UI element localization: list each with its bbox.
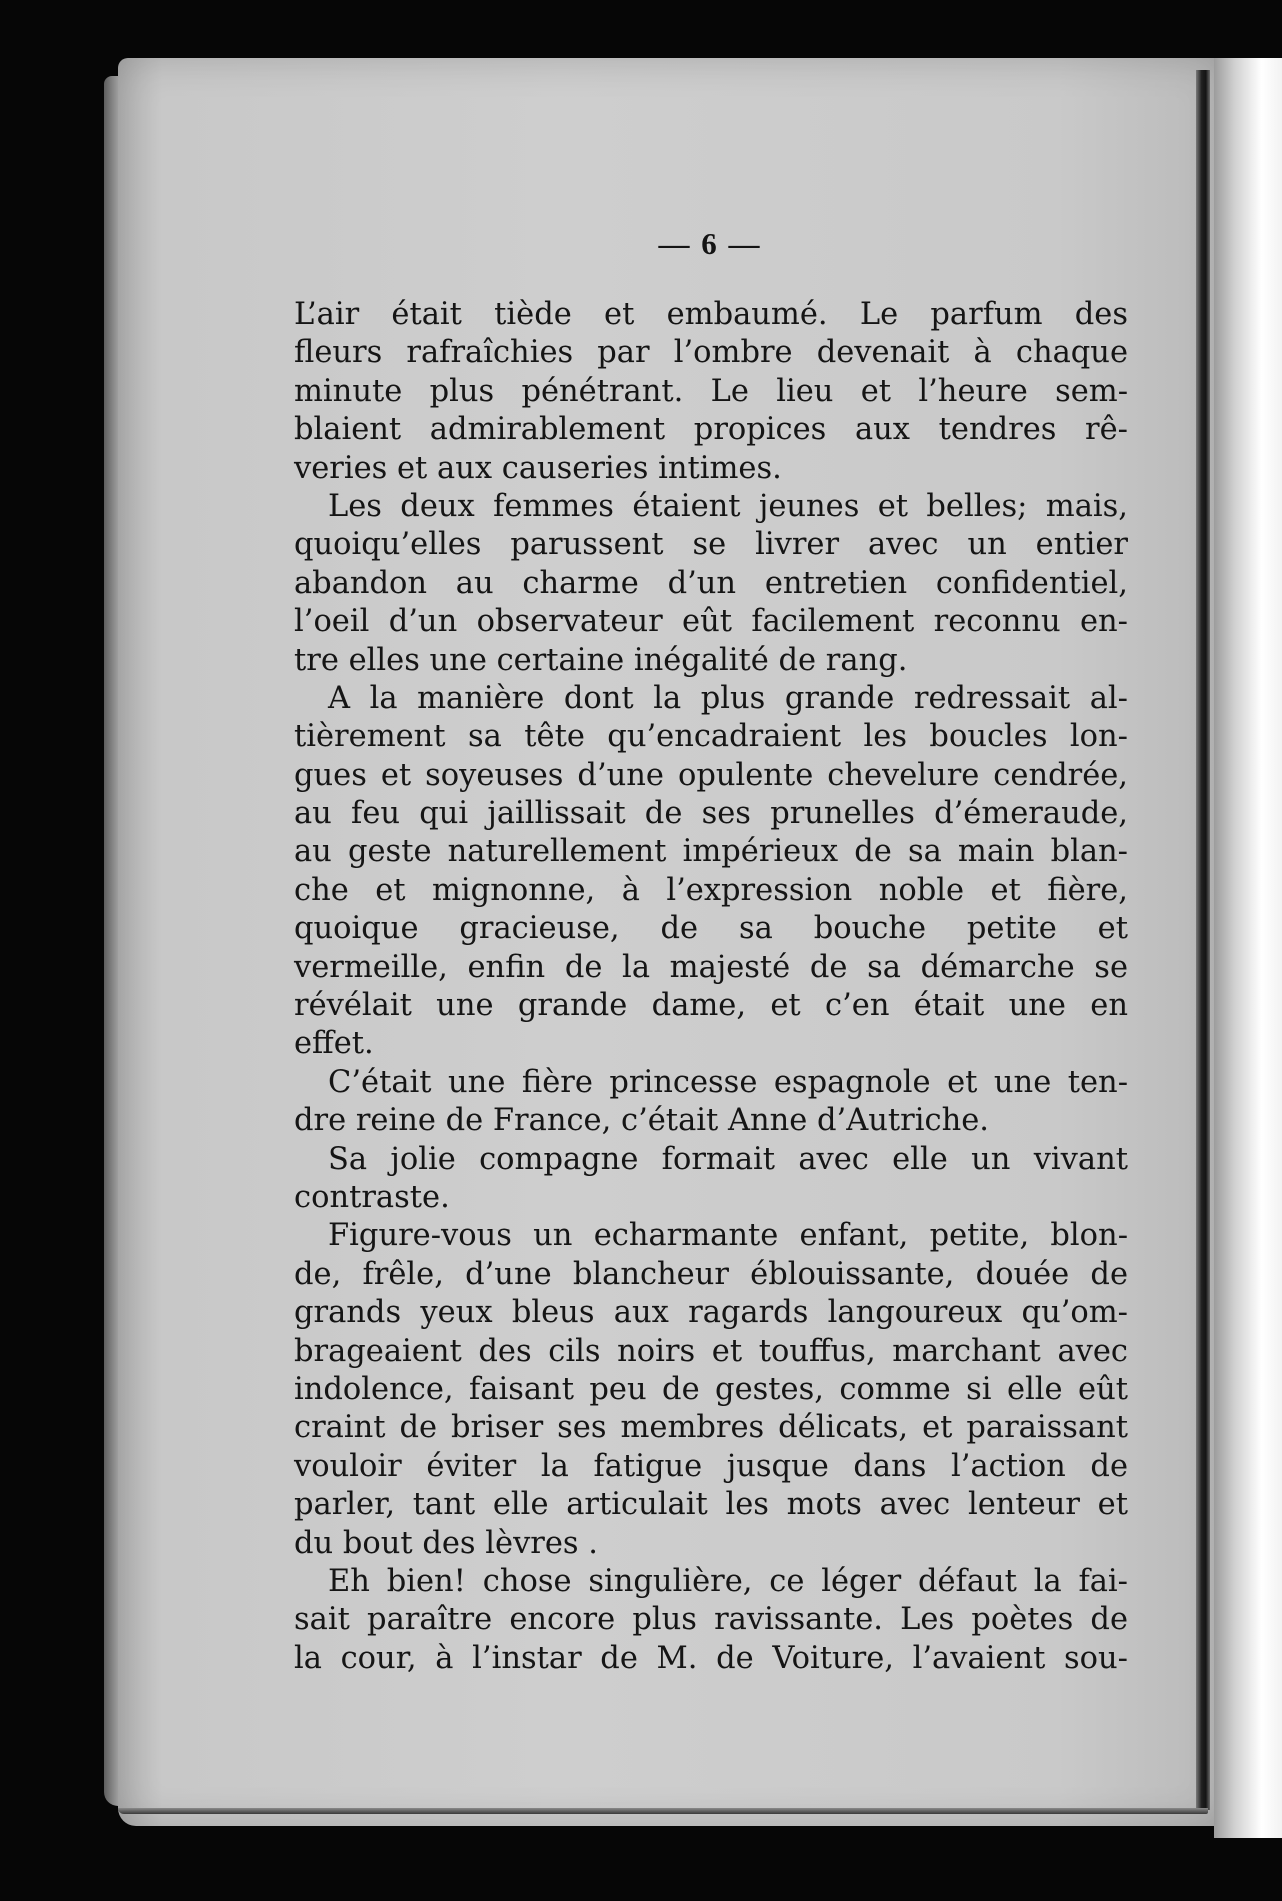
page-number: — 6 —	[658, 226, 762, 261]
text-line: au feu qui jaillissait de ses prunelles d’émeraude,	[294, 796, 1128, 832]
text-line: abandon au charme d’un entretien confidentiel,	[294, 565, 1128, 601]
text-line: la cour, à l’instar de M. de Voiture, l’avaient sou-	[294, 1640, 1128, 1676]
text-line: gues et soyeuses d’une opulente chevelure cendrée,	[294, 757, 1128, 793]
text-line: che et mignonne, à l’expression noble et fière,	[294, 872, 1128, 908]
text-line: tièrement sa tête qu’encadraient les boucles lon-	[294, 719, 1128, 755]
text-line: tre elles une certaine inégalité de rang.	[294, 642, 908, 678]
text-line: vermeille, enfin de la majesté de sa démarche se	[294, 949, 1128, 985]
text-line: Eh bien! chose singulière, ce léger défaut la fai-	[328, 1563, 1128, 1599]
scan-margin-right	[1214, 58, 1282, 1838]
book-spine-shadow	[1196, 70, 1210, 1810]
text-line: brageaient des cils noirs et touffus, marchant avec	[294, 1333, 1128, 1369]
text-line: l’oeil d’un observateur eût facilement reconnu en-	[294, 604, 1128, 640]
text-line: au geste naturellement impérieux de sa main blan-	[294, 834, 1128, 870]
text-line: minute plus pénétrant. Le lieu et l’heure sem-	[294, 373, 1128, 409]
text-line: de, frêle, d’une blancheur éblouissante, douée de	[294, 1256, 1128, 1292]
page-bottom-edge	[118, 1808, 1208, 1814]
text-line: Figure-vous un echarmante enfant, petite, blon-	[328, 1218, 1128, 1254]
text-line: veries et aux causeries intimes.	[294, 450, 782, 486]
text-line: contraste.	[294, 1179, 450, 1215]
text-line: Sa jolie compagne formait avec elle un vivant	[328, 1141, 1128, 1177]
text-line: grands yeux bleus aux ragards langoureux qu’om-	[294, 1295, 1128, 1331]
text-line: quoique gracieuse, de sa bouche petite et	[294, 911, 1128, 947]
text-line: A la manière dont la plus grande redressait al-	[328, 680, 1128, 716]
text-line: parler, tant elle articulait les mots avec lenteur et	[294, 1487, 1128, 1523]
text-line: révélait une grande dame, et c’en était une en	[294, 988, 1128, 1024]
text-line: fleurs rafraîchies par l’ombre devenait à chaque	[294, 335, 1128, 371]
body-text	[294, 296, 1128, 1678]
text-line: quoiqu’elles parussent se livrer avec un entier	[294, 527, 1128, 563]
text-line: vouloir éviter la fatigue jusque dans l’action de	[294, 1448, 1128, 1484]
text-line: blaient admirablement propices aux tendres rê-	[294, 412, 1128, 448]
text-line: Les deux femmes étaient jeunes et belles; mais,	[328, 488, 1128, 524]
text-line: L’air était tiède et embaumé. Le parfum des	[294, 297, 1128, 332]
text-line: dre reine de France, c’était Anne d’Autriche.	[294, 1103, 989, 1139]
text-line: indolence, faisant peu de gestes, comme si elle eût	[294, 1371, 1128, 1407]
text-line: C’était une fière princesse espagnole et une ten-	[328, 1064, 1128, 1100]
text-line: du bout des lèvres .	[294, 1525, 598, 1561]
text-line: craint de briser ses membres délicats, et paraissant	[294, 1410, 1128, 1446]
text-line: effet.	[294, 1026, 374, 1062]
text-line: sait paraître encore plus ravissante. Les poètes de	[294, 1602, 1128, 1638]
